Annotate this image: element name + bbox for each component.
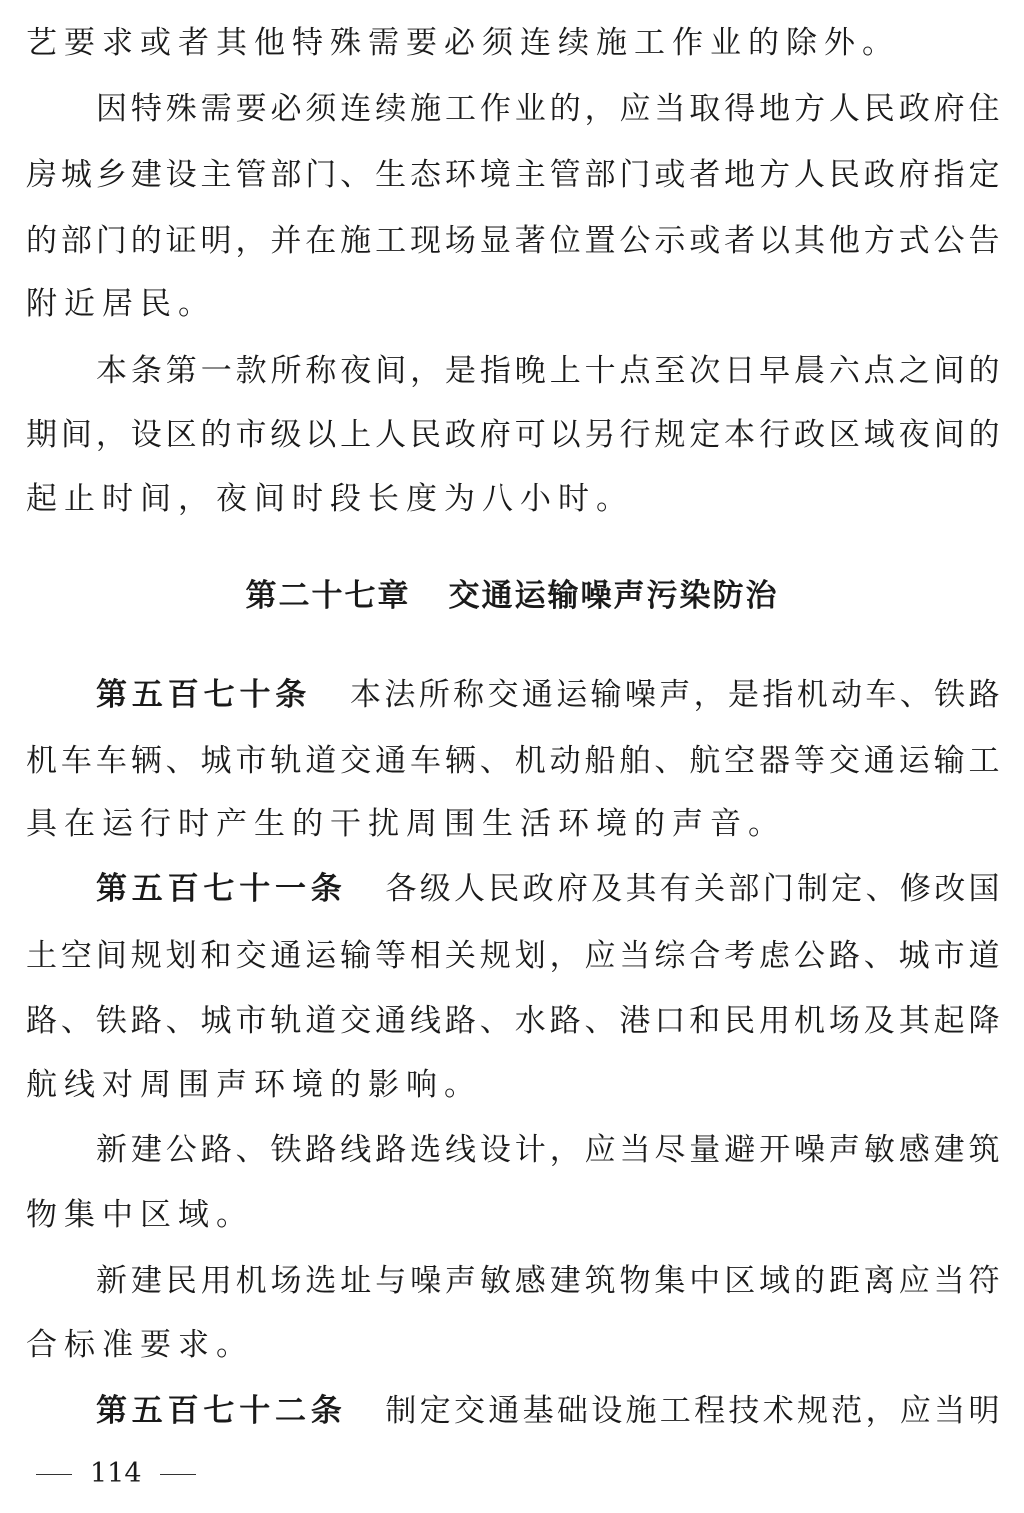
article-label: 第五百七十二条 (96, 1393, 347, 1429)
page-footer (36, 1454, 214, 1494)
text-line: 土空间规划和交通运输等相关规划，应当综合考虑公路、城市道 (26, 938, 1000, 974)
article-label: 第五百七十条 (96, 677, 312, 713)
text-line: 艺要求或者其他特殊需要必须连续施工作业的除外。 (26, 25, 900, 61)
text-line: 附近居民。 (26, 286, 216, 322)
text-line: 房城乡建设主管部门、生态环境主管部门或者地方人民政府指定 (26, 157, 1000, 193)
chapter-number: 第二十七章 (245, 578, 411, 614)
chapter-title: 交通运输噪声污染防治 (448, 578, 779, 614)
text-line: 合标准要求。 (26, 1327, 254, 1363)
article-571-line (0, 856, 1024, 922)
article-text: 本法所称交通运输噪声，是指机动车、铁路 (347, 677, 1001, 713)
text-line: 因特殊需要必须连续施工作业的，应当取得地方人民政府住 (96, 91, 1000, 127)
text-line: 期间，设区的市级以上人民政府可以另行规定本行政区域夜间的 (26, 417, 1000, 453)
text-line: 机车车辆、城市轨道交通车辆、机动船舶、航空器等交通运输工 (26, 743, 1000, 779)
article-text: 制定交通基础设施工程技术规范，应当明 (382, 1393, 1001, 1429)
text-line: 起止时间，夜间时段长度为八小时。 (26, 481, 634, 517)
text-line: 本条第一款所称夜间，是指晚上十点至次日早晨六点之间的 (96, 353, 1000, 389)
text-line: 航线对周围声环境的影响。 (26, 1067, 482, 1103)
footer-dash (160, 1474, 196, 1475)
page-number: 114 (90, 1458, 142, 1489)
article-text: 各级人民政府及其有关部门制定、修改国 (382, 871, 1001, 907)
text-line: 新建民用机场选址与噪声敏感建筑物集中区域的距离应当符 (96, 1263, 1000, 1299)
article-570-line (0, 662, 1024, 728)
text-line: 的部门的证明，并在施工现场显著位置公示或者以其他方式公告 (26, 223, 1000, 259)
text-line: 具在运行时产生的干扰周围生活环境的声音。 (26, 806, 786, 842)
article-label: 第五百七十一条 (96, 871, 347, 907)
footer-dash (36, 1474, 72, 1475)
text-line: 物集中区域。 (26, 1197, 254, 1233)
chapter-heading (0, 563, 1024, 629)
text-line: 新建公路、铁路线路选线设计，应当尽量避开噪声敏感建筑 (96, 1132, 1000, 1168)
text-line: 路、铁路、城市轨道交通线路、水路、港口和民用机场及其起降 (26, 1003, 1000, 1039)
article-572-line (0, 1378, 1024, 1444)
